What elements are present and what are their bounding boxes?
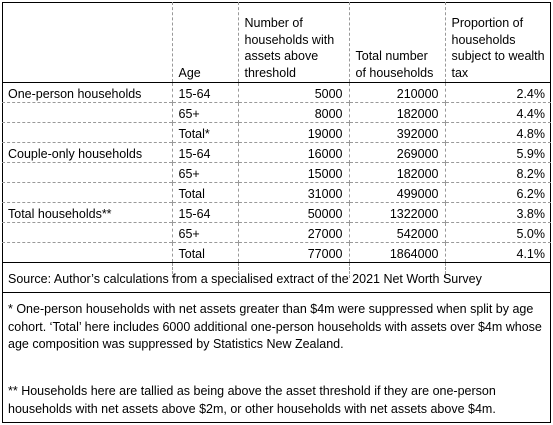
row-above-threshold: 15000 [238,163,349,183]
row-proportion: 4.4% [445,103,551,123]
row-total-households: 182000 [349,103,445,123]
table-row [2,143,551,163]
row-group-label [2,183,172,203]
row-group-label: Total households** [2,203,172,223]
row-proportion: 6.2% [445,183,551,203]
row-above-threshold: 50000 [238,203,349,223]
header-group [2,2,172,83]
row-proportion: 5.9% [445,143,551,163]
row-group-label: Couple-only households [2,143,172,163]
row-age: 65+ [172,223,238,243]
row-group-label [2,223,172,243]
row-above-threshold: 8000 [238,103,349,123]
table-row [2,243,551,263]
row-group-label [2,243,172,263]
row-total-households: 182000 [349,163,445,183]
table-row [2,203,551,223]
row-above-threshold: 31000 [238,183,349,203]
table-row [2,183,551,203]
header-row [2,2,551,83]
row-total-households: 542000 [349,223,445,243]
row-proportion: 8.2% [445,163,551,183]
footnote-threshold: ** Households here are tallied as being above the asset threshold if they are one-person households with net assets above $2m, or other households with net assets above $4m. [8,384,496,416]
row-proportion: 5.0% [445,223,551,243]
row-group-label [2,103,172,123]
header-above-threshold: Number of households with assets above threshold [238,2,349,83]
row-proportion: 4.8% [445,123,551,143]
row-proportion: 3.8% [445,203,551,223]
wealth-tax-table [2,2,551,278]
row-age: Total [172,243,238,263]
row-proportion: 2.4% [516,86,545,101]
source-note: Source: Author’s calculations from a specialised extract of the 2021 Net Worth Survey [8,272,482,286]
row-group-label [2,163,172,183]
row-group-label: One-person households [2,83,172,103]
header-age: Age [172,2,238,83]
row-proportion: 4.1% [445,243,551,263]
divider [2,292,551,293]
row-above-threshold: 16000 [238,143,349,163]
row-total-households: 392000 [349,123,445,143]
row-group-label [2,123,172,143]
table-row [2,123,551,143]
row-total-households: 269000 [349,143,445,163]
header-total-households: Total number of households [349,2,445,83]
row-total-households: 210000 [349,83,445,103]
row-age: 15-64 [172,83,238,103]
row-age: 15-64 [172,143,238,163]
row-above-threshold: 77000 [238,243,349,263]
footnote-suppression: * One-person households with net assets greater than $4m were suppressed when split by age cohort. ‘Total’ here includes 6000 additional one-person households with assets over $4m whose age composition was suppressed by Statistics New Zealand. [8,302,542,351]
row-age: Total [172,183,238,203]
row-above-threshold: 19000 [238,123,349,143]
row-age: 65+ [172,163,238,183]
row-age: 65+ [172,103,238,123]
table-row [2,83,551,103]
table-row [2,223,551,243]
row-total-households: 499000 [349,183,445,203]
row-above-threshold: 5000 [238,83,349,103]
table-row [2,163,551,183]
row-total-households: 1864000 [349,243,445,263]
row-total-households: 1322000 [349,203,445,223]
header-proportion: Proportion of households subject to wealth tax [445,2,551,83]
row-age: 15-64 [172,203,238,223]
row-age: Total* [172,123,238,143]
table-row [2,103,551,123]
row-above-threshold: 27000 [238,223,349,243]
